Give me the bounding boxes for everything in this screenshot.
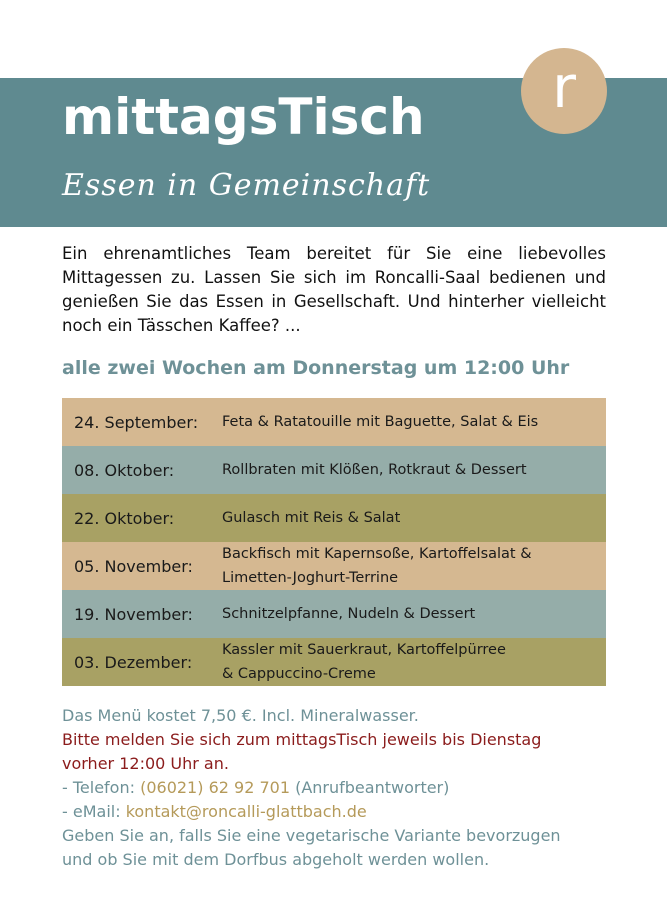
email-line	[62, 800, 622, 824]
intro-text: Ein ehrenamtliches Team bereitet für Sie eine liebevolles Mittagessen zu. Lassen Sie sich im Roncalli-Saal bedienen und genießen Sie das Essen in Gesellschaft. Und hinterher vielleicht noch ein Tässchen Kaffee? ...	[62, 244, 606, 335]
menu-dish-line: Kassler mit Sauerkraut, Kartoffelpürree	[222, 642, 506, 658]
signup-line: Bitte melden Sie sich zum mittagsTisch jeweils bis Dienstag	[62, 730, 542, 749]
email-link[interactable]: kontakt@roncalli-glattbach.de	[125, 802, 367, 821]
menu-row	[62, 398, 606, 446]
phone-line	[62, 776, 622, 800]
menu-table	[62, 398, 606, 686]
menu-dish	[222, 590, 475, 638]
menu-row	[62, 590, 606, 638]
menu-row	[62, 638, 606, 686]
phone-number[interactable]: (06021) 62 92 701	[140, 778, 290, 797]
menu-row	[62, 494, 606, 542]
footer-info	[62, 704, 622, 872]
menu-dish-line: Rollbraten mit Klößen, Rotkraut & Dessert	[222, 462, 527, 478]
signup-line: vorher 12:00 Uhr an.	[62, 754, 229, 773]
schedule-heading: alle zwei Wochen am Donnerstag um 12:00 Uhr	[62, 357, 570, 379]
menu-dish	[222, 638, 506, 686]
menu-dish-line: Limetten-Joghurt-Terrine	[222, 570, 399, 586]
menu-row	[62, 542, 606, 590]
menu-dish-line: Schnitzelpfanne, Nudeln & Dessert	[222, 606, 476, 622]
note-line: Geben Sie an, falls Sie eine vegetarische Variante bevorzugen	[62, 826, 561, 845]
menu-dish-line: Backfisch mit Kapernsoße, Kartoffelsalat &	[222, 546, 532, 562]
phone-prefix: - Telefon:	[62, 778, 141, 797]
menu-date: 03. Dezember:	[74, 652, 193, 672]
menu-dish	[222, 446, 527, 494]
menu-dish-line: & Cappuccino-Creme	[222, 666, 376, 682]
roncalli-logo: r	[521, 48, 607, 134]
menu-date: 19. November:	[74, 604, 193, 624]
price-line: Das Menü kostet 7,50 €. Incl. Mineralwasser.	[62, 706, 419, 725]
menu-date: 05. November:	[74, 556, 193, 576]
note-line: und ob Sie mit dem Dorfbus abgeholt werden wollen.	[62, 850, 490, 869]
menu-date: 22. Oktober:	[74, 508, 175, 528]
menu-date: 24. September:	[74, 412, 199, 432]
menu-dish	[222, 494, 400, 542]
page-subtitle: Essen in Gemeinschaft	[62, 168, 431, 203]
page-title: mittagsTisch	[62, 88, 425, 146]
menu-row	[62, 446, 606, 494]
menu-dish	[222, 398, 538, 446]
menu-dish-line: Feta & Ratatouille mit Baguette, Salat & Eis	[222, 414, 539, 430]
email-prefix: - eMail:	[62, 802, 126, 821]
phone-suffix: (Anrufbeantworter)	[290, 778, 450, 797]
menu-date: 08. Oktober:	[74, 460, 175, 480]
menu-dish-line: Gulasch mit Reis & Salat	[222, 510, 401, 526]
menu-dish	[222, 542, 532, 590]
